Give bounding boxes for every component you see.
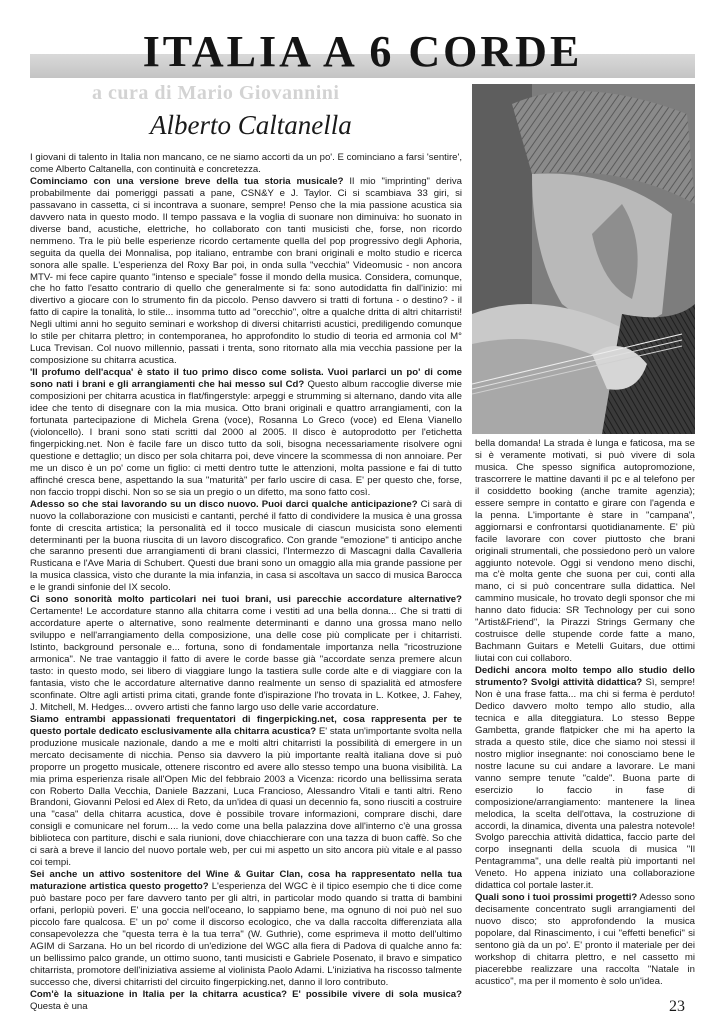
answer: Il mio "imprinting" deriva probabilmente dai pomeriggi passati a pane, CSN&Y e J. Taylor. Ci si scambiava 33 giri, si passavano in cassetta, ci si incontrava a suonare, sempre! Penso che la mia passione acustica sia davvero nata in questo modo. Il tempo passava e la voglia di suonare non diminuiva: ho suonato in diverse band, acustiche, elettriche, ho collaborato con tanti musicisti che, forse, non ricordo nemmeno. Tra le più belle esperienze ricordo certamente quella del pop progressivo degli Aphoria, seguita da quella dei Monnalisa, pop italiano, entrambe con brani originali e molto studio e ricerca sonora alle spalle. L'esperienza del Roxy Bar poi, in onda sulla "vecchia" Videomusic - non ancora MTV- mi fece capire quanto "intenso e speciale" fosse il mondo della musica. Considera, comunque, che ho fatto l'esatto contrario di quello che generalmente si fa: sono autodidatta fin dall'inizio: mi divertivo a giocare con lo strumento fin da piccolo. Penso davvero si tratti di fortuna - o destino? - il fatto di capire la tonalità, lo stile... insomma tutto ad "orecchio", oltre a qualche dritta di altri chitarristi! Negli ultimi anni ho seguito seminari e workshop di diversi chitarristi acustici, prediligendo comunque lo stile per chitarra plettro; in contemporanea, ho approfondito lo studio di teoria ed armonia col M° Luca Trevisan. Col nuovo millennio, passati i trenta, sono ritornato alla mia vecchia passione per la composizione su chitarra acustica. xyxy=(30,175,462,367)
question: Dedichi ancora molto tempo allo studio dello strumento? Svolgi attività didattica? xyxy=(475,665,695,689)
guitarist-photo xyxy=(472,84,695,434)
interview-subject: Alberto Caltanella xyxy=(150,110,352,140)
page-number: 23 xyxy=(669,998,685,1015)
qa-item xyxy=(30,367,462,498)
question: Cominciamo con una versione breve della tua storia musicale? xyxy=(30,175,344,187)
qa-item xyxy=(30,714,462,869)
qa-item xyxy=(30,499,462,595)
qa-item xyxy=(30,989,462,1013)
page-title: ITALIA A 6 CORDE xyxy=(142,27,583,76)
answer: Ci sarà di nuovo la collaborazione con musicisti e cantanti, perché il fatto di condividere la musica è una grossa fonte di crescita artistica; la personalità ed il tocco musicale di ciascun musicista sono elementi determinanti per la buona riuscita di un lavoro discografico. Con grande "emozione" ti anticipo anche che saranno presenti due arrangiamenti di brani classici, l'Intermezzo di Mascagni dalla Cavalleria Rusticana e l'Ave Maria di Schubert. Questi due brani sono un omaggio alla mia grande passione per la musica classica, visto che durante la mia infanzia, in casa si ascoltava un sacco di musica Barocca e le grandi sinfonie del IX secolo. xyxy=(30,498,462,594)
answer: Questa è una xyxy=(30,1000,88,1012)
qa-item xyxy=(30,176,462,367)
answer: Adesso sono decisamente concentrato sugli arrangiamenti del nuovo disco; sto approfondendo la musica popolare, dal Rinascimento, i cui "effetti benefici" si sentono già da un po'. E' pronto il materiale per dei workshop di chitarra plettro, e nel cassetto mi piacerebbe realizzare una raccolta "Natale in acustico", ma per il momento è solo un'idea. xyxy=(475,892,696,987)
left-column xyxy=(30,152,462,1013)
answer: Questo album raccoglie diverse mie composizioni per chitarra acustica in flat/fingerstyle: arpeggi e strumming si alternano, dando vita alle idee che tento di disegnare con la mia musica. Otto brani originali e quattro arrangiamenti, con la fortunata partecipazione di Michela Grena (voce), Rosanna Lo Greco (voce) ed Elena Vianello (violoncello). I brani sono stati scritti dal 2000 al 2005. Il disco è autoprodotto per l'etichetta fingerpicking.net. Non è facile fare un disco tutto da soli, bisogna necessariamente risolvere ogni questione e dettaglio; un disco per sola chitarra poi, deve vincere la scommessa di non annoiare. Per me un disco è un po' come un figlio: ci metti dentro tutte le attenzioni, molta passione e fai di tutto affinché cresca bene, aspettando la sua "maturità" per farlo uscire di casa. E' per questo che, forse, non faccio troppi dischi. Non so se sia un pregio o un difetto, ma sono fatto così. xyxy=(30,379,463,498)
answer: L'esperienza del WGC è il tipico esempio che ti dice come può bastare poco per fare davvero tanto per gli altri, in particolar modo quando si tratta di bambini orfani, perlopiù poveri. E' una goccia nell'oceano, lo sappiamo bene, ma ognuno di noi può nel suo piccolo fare qualcosa. E' un po' come il discorso ecologico, che va dalla raccolta differenziata alla consapevolezza che "questa terra è la tua terra" (W. Guthrie), come esprimeva il motto dell'ultimo AGIM di Sarzana. Ho un bel ricordo di un'edizione del WGC alla fiera di Padova di qualche anno fa: un bellissimo palco grande, un ottimo suono, tanti musicisti e Gabriele Posenato, il bravo e simpatico chitarrista, promotore dell'iniziativa assieme al violinista Paolo Adami. L'iniziativa ha riscosso talmente successo che, diversi chitarristi del circuito fingerpicking.net, danno il loro contributo. xyxy=(30,881,462,988)
right-column xyxy=(475,438,695,988)
question: Siamo entrambi appassionati frequentatori di fingerpicking.net, cosa rappresenta per te questo portale dedicato esclusivamente alla chitarra acustica? xyxy=(30,713,462,737)
question: Com'è la situazione in Italia per la chitarra acustica? E' possibile vivere di sola musica? xyxy=(30,988,462,1000)
qa-item xyxy=(475,892,695,988)
question: Sei anche un attivo sostenitore del Wine & Guitar Clan, cosa ha rappresentato nella tua maturazione artistica questo progetto? xyxy=(30,869,462,893)
qa-item xyxy=(30,869,462,989)
question: Ci sono sonorità molto particolari nei tuoi brani, usi parecchie accordature alternative? xyxy=(30,594,462,606)
guitarist-photo-illustration xyxy=(472,84,695,434)
qa-item xyxy=(30,594,462,714)
answer: E' stata un'importante svolta nella produzione musicale nazionale, dando a me e molti altri chitarristi la possibilità di emergere in un mercato decisamente di nicchia. Penso sia davvero la più importante realtà italiana dove si può proporre un progetto musicale, ottenere riscontro ed avere allo stesso tempo una buona visibilità. La mia prima esperienza risale all'Open Mic del febbraio 2003 a Vicenza: ricordo una bellissima serata con Roberto Dalla Vecchia, Daniele Bazzani, Luca Francioso, Alessandro Vitali e tanti altri. Reno Brandoni, Giovanni Pelosi ed Alex di Reto, da un'idea di quasi un decennio fa, sono riusciti a costruire una "casa" della chitarra acustica, dove è possibile trovare informazioni, comprare dischi, dare consigli e comunicare nel forum.... la vedo come una bella palazzina dove all'interno c'è una grossa biblioteca con partiture, dischi e sala riunioni, dove chiacchierare con una tazza di buon caffè. So che ci sarà a breve il lancio del nuovo portale web, per cui mi aspetto un sito ancora più vitale e al passo coi tempi. xyxy=(30,725,462,869)
curator-credit: a cura di Mario Giovannini xyxy=(92,82,340,104)
answer-continuation: bella domanda! La strada è lunga e faticosa, ma se si è veramente motivati, si può vivere di sola musica. Che spesso significa autopromozione, trascorrere le mattine davanti il pc e al telefono per il cosiddetto booking (anche tramite agenzia); essere sempre in contatto e girare con l'agenda e la penna. L'importante è stare in "campana", aggiornarsi e confrontarsi quotidianamente. E' più facile lavorare con cover piuttosto che brani originali strumentali, che possiedono però un valore aggiunto notevole. Oggi si vendono meno dischi, ma c'è molta gente che suona per cui, conti alla mano, ci si può concentrare sulla didattica. Nel cammino musicale, ho trovato degli sponsor che mi hanno dato fiducia: SR Technology per cui sono "Artist&Friend", la Pirazzi Strings Germany che costruisce delle stupende corde fatte a mano, Bachmann Guitars e Metelli Guitars, due ottimi liutai con cui collaboro. xyxy=(475,438,695,665)
answer: Sì, sempre! Non è una frase fatta... ma chi si ferma è perduto! Dedico davvero molto tempo allo studio, alla tecnica e alla diteggiatura. Lo stesso Beppe Gambetta, grande flatpicker che mi ha aperto la strada a questo stile, dice che siamo noi stessi il nostro miglior insegnante: noi conosciamo bene le nostre lacune su cui andare a lavorare. Le mani vanno sempre tenute "calde". Buona parte di esercizio lo faccio in fase di composizione/arrangiamento: mantenere la linea melodica, la scelta dell'ottava, la costruzione di accordi, la dinamica, diventa una palestra notevole! Svolgo parecchia attività didattica, faccio parte del corpo insegnanti della scuola di musica "Il Pentagramma", una delle realtà più importanti nel Veneto. Ho appena iniziato una collaborazione didattica col portale laster.it. xyxy=(475,677,696,892)
qa-item xyxy=(475,665,695,892)
question: Adesso so che stai lavorando su un disco nuovo. Puoi darci qualche anticipazione? xyxy=(30,498,418,510)
question: Quali sono i tuoi prossimi progetti? xyxy=(475,892,638,904)
intro-paragraph: I giovani di talento in Italia non mancano, ce ne siamo accorti da un po'. E cominciano a farsi 'sentire', come Alberto Caltanella, con continuità e concretezza. xyxy=(30,152,462,175)
question: 'Il profumo dell'acqua' è stato il tuo primo disco come solista. Vuoi parlarci un po' di come sono nati i brani e gli arrangiamenti che hai messo sul Cd? xyxy=(30,367,462,391)
answer: Certamente! Le accordature stanno alla chitarra come i vestiti ad una bella donna... Che si tratti di accordature aperte o alternative, sono realmente determinanti e danno una grossa mano nello sviluppo e nell'arrangiamento della composizione, una delle cose più complicate per i chitarristi. Istinto, background personale e... fortuna, sono di fondamentale importanza nella "ricostruzione armonica". Ne trae vantaggio il fatto di avere le corde basse già "accordate senza premere alcun tasto: in questo modo, sei libero di viaggiare lungo la tastiera sulle corde alte e di viaggiare con la fantasia, visto che le accordature alternative danno realmente un senso di spazialità ed atmosfere sconfinate. Oltre agli artisti prima citati, grande fonte d'ispirazione l'ho trovata in L. Kotkee, J. Fahey, J. Mitchell, M. Hedges... ovvero artisti che fanno largo uso delle varie accordature. xyxy=(30,606,462,713)
